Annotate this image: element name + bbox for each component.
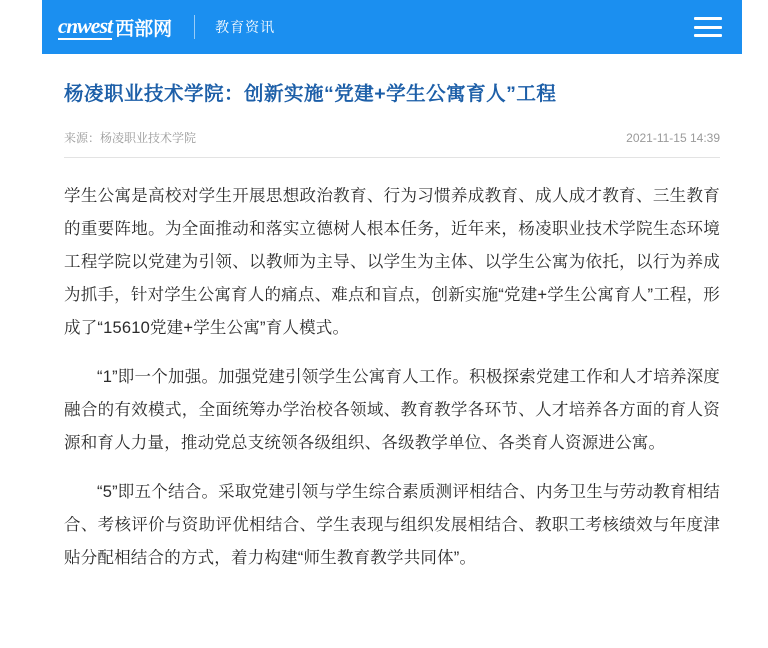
hamburger-bar-1 xyxy=(694,17,722,20)
article-meta xyxy=(64,129,720,158)
brand-logo-cn: cn xyxy=(58,14,77,38)
article-source: 来源：杨凌职业技术学院 xyxy=(64,131,197,146)
hamburger-menu-icon[interactable] xyxy=(694,17,722,37)
brand-underline xyxy=(58,38,112,40)
right-margin xyxy=(742,0,768,648)
content-column xyxy=(42,0,742,648)
article xyxy=(42,80,742,575)
brand-logo xyxy=(58,13,112,41)
article-date: 2021-11-15 14:39 xyxy=(626,130,720,145)
site-header xyxy=(42,0,742,54)
header-divider xyxy=(194,15,195,39)
brand-logo-west: west xyxy=(77,13,113,38)
article-paragraph: “5”即五个结合。采取党建引领与学生综合素质测评相结合、内务卫生与劳动教育相结合、考核评价与资助评优相结合、学生表现与组织发展相结合、教职工考核绩效与年度津贴分配相结合的方式，着力构建“师生教育教学共同体”。 xyxy=(64,483,720,568)
left-margin xyxy=(0,0,42,648)
article-paragraph: “1”即一个加强。加强党建引领学生公寓育人工作。积极探索党建工作和人才培养深度融合的有效模式，全面统筹办学治校各领域、教育教学各环节、人才培养各方面的育人资源和育人力量，推动党总支统领各级组织、各级教学单位、各类育人资源进公寓。 xyxy=(64,368,720,453)
nav-item-education-news[interactable]: 教育资讯 xyxy=(215,19,276,35)
article-paragraph: 学生公寓是高校对学生开展思想政治教育、行为习惯养成教育、成人成才教育、三生教育的重要阵地。为全面推动和落实立德树人根本任务，近年来，杨凌职业技术学院生态环境工程学院以党建为引领、以教师为主导、以学生为主体、以学生公寓为依托，以行为养成为抓手，针对学生公寓育人的痛点、难点和盲点，创新实施“党建+学生公寓育人”工程，形成了“15610党建+学生公寓”育人模式。 xyxy=(64,187,720,338)
site-brand[interactable] xyxy=(58,0,172,54)
page-title: 杨凌职业技术学院：创新实施“党建+学生公寓育人”工程 xyxy=(64,83,557,105)
hamburger-bar-2 xyxy=(694,26,722,29)
brand-logo-zh: 西部网 xyxy=(115,18,173,40)
hamburger-bar-3 xyxy=(694,34,722,37)
article-body xyxy=(64,180,720,575)
